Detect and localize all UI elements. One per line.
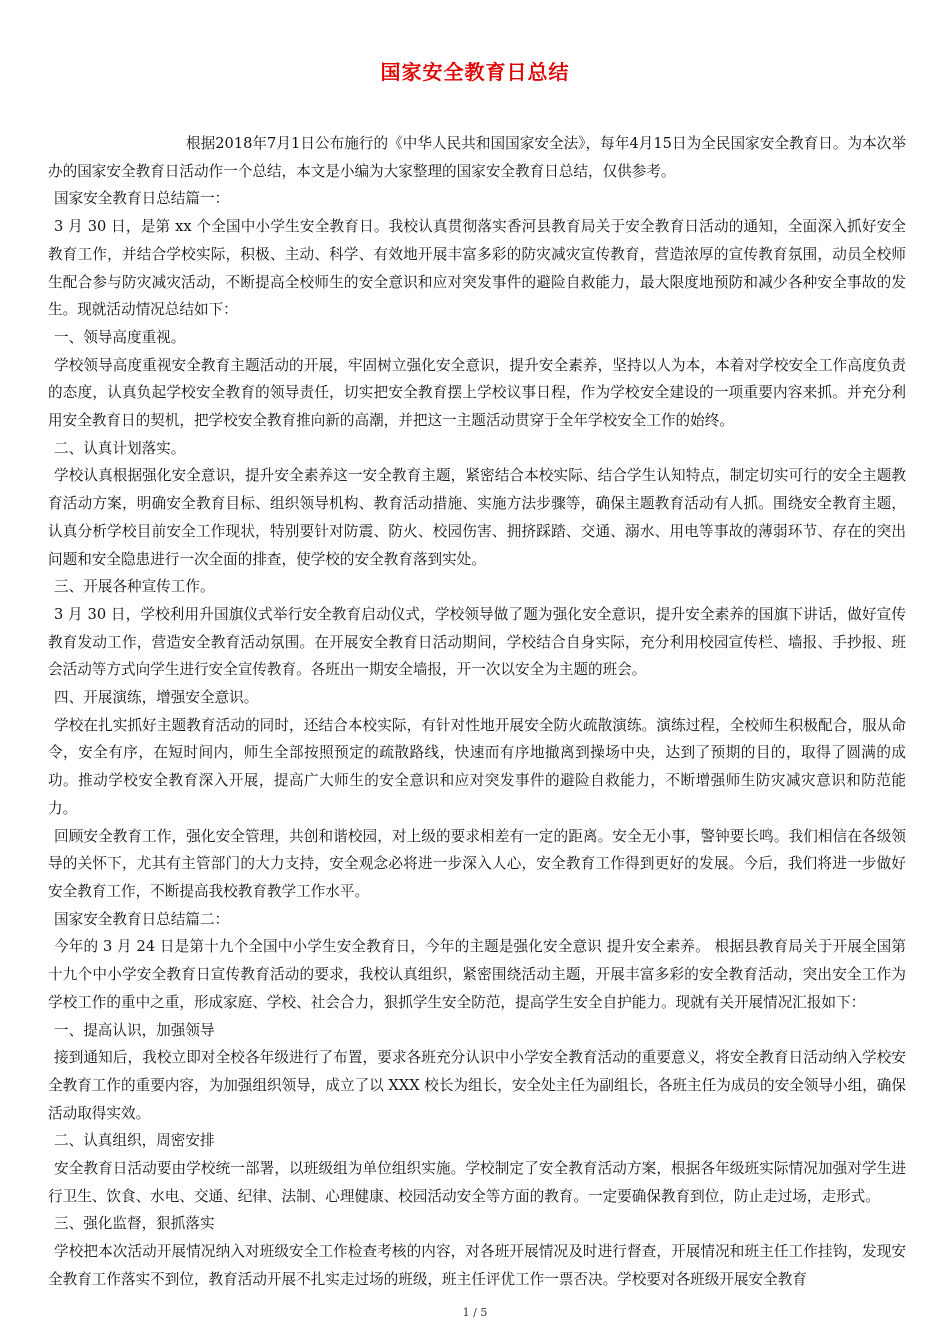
section-heading: 二、认真计划落实。 xyxy=(54,439,186,457)
paragraph: 学校在扎实抓好主题教育活动的同时，还结合本校实际，有针对性地开展安全防火疏散演练。演练过程，全校师生积极配合，服从命令，安全有序，在短时间内，师生全部按照预定的疏散路线，快速而有序地撤离到操场中央，达到了预期的目的，取得了圆满的成功。推动学校安全教育深入开展，提高广大师生的安全意识和应对突发事件的避险自救能力，不断增强师生防灾减灾意识和防范能力。 xyxy=(48,716,906,817)
section-heading: 四、开展演练，增强安全意识。 xyxy=(54,689,259,707)
section-heading: 一、提高认识，加强领导 xyxy=(54,1021,215,1039)
paragraph: 今年的 3 月 24 日是第十九个全国中小学生安全教育日，今年的主题是强化安全意识 提升安全素养。 根据县教育局关于开展全国第十九个中小学安全教育日宣传教育活动的要求，我校认真组织，紧密围绕活动主题，开展丰富多彩的安全教育活动，突出安全工作为学校工作的重中之重，形成家庭、学校、社会合力，狠抓学生安全防范，提高学生安全自护能力。现就有关开展情况汇报如下： xyxy=(48,938,906,1011)
paragraph: 学校领导高度重视安全教育主题活动的开展，牢固树立强化安全意识，提升安全素养，坚持以人为本，本着对学校安全工作高度负责的态度，认真负起学校安全教育的领导责任，切实把安全教育摆上学校议事日程，作为学校安全建设的一项重要内容来抓。并充分利用安全教育日的契机，把学校安全教育推向新的高潮，并把这一主题活动贯穿于全年学校安全工作的始终。 xyxy=(48,356,906,430)
section-heading: 一、领导高度重视。 xyxy=(54,328,186,346)
section-heading: 国家安全教育日总结篇二： xyxy=(54,910,230,928)
section-heading: 国家安全教育日总结篇一： xyxy=(54,190,230,208)
paragraph: 回顾安全教育工作，强化安全管理，共创和谐校园，对上级的要求相差有一定的距离。安全无小事，警钟要长鸣。我们相信在各级领导的关怀下，尤其有主管部门的大力支持，安全观念必将进一步深入人心，安全教育工作得到更好的发展。今后，我们将进一步做好安全教育工作，不断提高我校教育教学工作水平。 xyxy=(48,827,906,900)
document-body xyxy=(48,130,906,1294)
section-heading: 三、强化监督，狠抓落实 xyxy=(54,1215,215,1233)
section-heading: 二、认真组织，周密安排 xyxy=(54,1132,215,1150)
paragraph: 安全教育日活动要由学校统一部署，以班级组为单位组织实施。学校制定了安全教育活动方案，根据各年级班实际情况加强对学生进行卫生、饮食、水电、交通、纪律、法制、心理健康、校园活动安全等方面的教育。一定要确保教育到位，防止走过场，走形式。 xyxy=(48,1160,906,1205)
paragraph: 学校认真根据强化安全意识，提升安全素养这一安全教育主题，紧密结合本校实际、结合学生认知特点，制定切实可行的安全主题教育活动方案，明确安全教育目标、组织领导机构、教育活动措施、实施方法步骤等，确保主题教育活动有人抓。围绕安全教育主题，认真分析学校目前安全工作现状，特别要针对防震、防火、校园伤害、拥挤踩踏、交通、溺水、用电等事故的薄弱环节、存在的突出问题和安全隐患进行一次全面的排查，使学校的安全教育落到实处。 xyxy=(48,467,906,568)
paragraph: 3 月 30 日，是第 xx 个全国中小学生安全教育日。我校认真贯彻落实香河县教育局关于安全教育日活动的通知，全面深入抓好安全教育工作，并结合学校实际，积极、主动、科学、有效地开展丰富多彩的防灾减灾宣传教育，营造浓厚的宣传教育氛围，动员全校师生配合参与防灾减灾活动，不断提高全校师生的安全意识和应对突发事件的避险自救能力，最大限度地预防和减少各种安全事故的发生。现就活动情况总结如下： xyxy=(48,218,906,319)
section-heading: 三、开展各种宣传工作。 xyxy=(54,578,215,596)
document-title: 国家安全教育日总结 xyxy=(380,60,570,84)
paragraph: 接到通知后，我校立即对全校各年级进行了布置，要求各班充分认识中小学安全教育活动的重要意义，将安全教育日活动纳入学校安全教育工作的重要内容，为加强组织领导，成立了以 XXX 校长为组长，安全处主任为副组长，各班主任为成员的安全领导小组，确保活动取得实效。 xyxy=(48,1049,906,1122)
paragraph: 学校把本次活动开展情况纳入对班级安全工作检查考核的内容，对各班开展情况及时进行督查，开展情况和班主任工作挂钩，发现安全教育工作落实不到位，教育活动开展不扎实走过场的班级，班主任评优工作一票否决。学校要对各班级开展安全教育 xyxy=(48,1243,906,1288)
intro-paragraph: 根据2018年7月1日公布施行的《中华人民共和国国家安全法》，每年4月15日为全民国家安全教育日。为本次举办的国家安全教育日活动作一个总结，本文是小编为大家整理的国家安全教育日总结，仅供参考。 xyxy=(48,135,906,180)
paragraph: 3 月 30 日，学校利用升国旗仪式举行安全教育启动仪式，学校领导做了题为强化安全意识，提升安全素养的国旗下讲话，做好宣传教育发动工作，营造安全教育活动氛围。在开展安全教育日活动期间，学校结合自身实际，充分利用校园宣传栏、墙报、手抄报、班会活动等方式向学生进行安全宣传教育。各班出一期安全墙报，开一次以安全为主题的班会。 xyxy=(48,605,906,679)
page-number: 1 / 5 xyxy=(462,1306,488,1319)
